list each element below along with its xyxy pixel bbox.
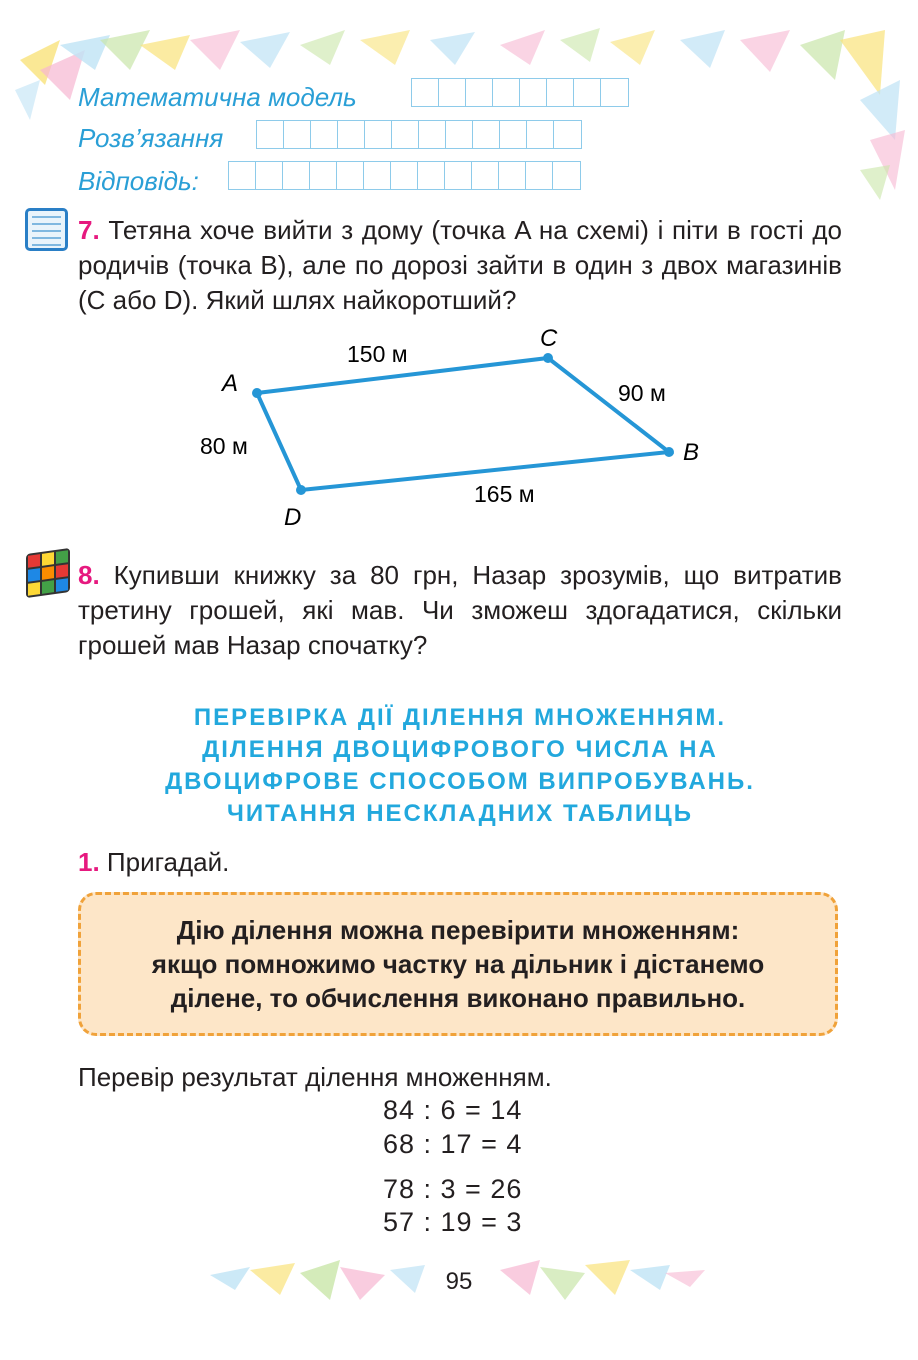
equation-4: 57 : 19 = 3 [383, 1207, 523, 1237]
rubiks-cube-icon [26, 548, 70, 598]
task-7-number: 7. [78, 215, 100, 245]
route-quadrilateral [257, 358, 669, 490]
section-title-line-1: ПЕРЕВІРКА ДІЇ ДІЛЕННЯ МНОЖЕННЯМ. [193, 704, 727, 731]
point-a-label: A [222, 370, 239, 397]
task-1-number: 1. [78, 847, 100, 877]
solution-label: Розв’язання [78, 123, 224, 153]
rule-line-3: ділене, то обчислення виконано правильно. [170, 983, 746, 1013]
page-number: 95 [445, 1268, 473, 1295]
edge-cb-label: 90 м [618, 380, 666, 406]
point-b-label: B [683, 439, 700, 466]
edge-ac-label: 150 м [347, 341, 408, 367]
point-a-dot [252, 388, 262, 398]
section-title-line-4: ЧИТАННЯ НЕСКЛАДНИХ ТАБЛИЦЬ [227, 800, 693, 827]
rule-line-1: Дію ділення можна перевірити множенням: [176, 915, 740, 945]
equation-2: 68 : 17 = 4 [383, 1129, 523, 1159]
section-title [60, 702, 860, 830]
point-c-dot [543, 353, 553, 363]
route-diagram [0, 320, 918, 540]
section-title-line-3: ДВОЦИФРОВЕ СПОСОБОМ ВИПРОБУВАНЬ. [165, 768, 755, 795]
check-instruction: Перевір результат ділення множенням. [78, 1062, 552, 1092]
answer-label: Відповідь: [78, 166, 199, 196]
task-8 [78, 558, 842, 663]
math-model-label: Математична модель [78, 82, 357, 112]
point-b-dot [664, 447, 674, 457]
task-7 [78, 213, 842, 318]
section-title-line-2: ДІЛЕННЯ ДВОЦИФРОВОГО ЧИСЛА НА [202, 736, 718, 763]
edge-ad-label: 80 м [200, 433, 248, 459]
rule-box [78, 892, 838, 1036]
task-1-text: Пригадай. [106, 847, 230, 877]
equation-1: 84 : 6 = 14 [383, 1095, 523, 1125]
equation-3: 78 : 3 = 26 [383, 1174, 523, 1204]
task-8-number: 8. [78, 560, 100, 590]
point-c-label: C [540, 325, 558, 352]
edge-db-label: 165 м [474, 481, 535, 507]
point-d-label: D [284, 504, 302, 531]
task-8-text: Купивши книжку за 80 грн, Назар зрозумів, що витратив третину грошей, які мав. Чи зможеш здогадатися, скільки грошей мав Назар спочатку? [78, 560, 842, 660]
math-model-cells[interactable] [411, 78, 629, 107]
rule-line-2: якщо помножимо частку на дільник і дістанемо [151, 949, 765, 979]
notebook-icon [25, 208, 68, 251]
task-1 [78, 845, 842, 880]
solution-cells[interactable] [256, 120, 582, 149]
point-d-dot [296, 485, 306, 495]
task-7-text: Тетяна хоче вийти з дому (точка A на схемі) і піти в гості до родичів (точка B), але по дорозі зайти в один з двох магазинів (C або D). Який шлях найкоротший? [78, 215, 842, 315]
answer-cells[interactable] [228, 161, 581, 190]
